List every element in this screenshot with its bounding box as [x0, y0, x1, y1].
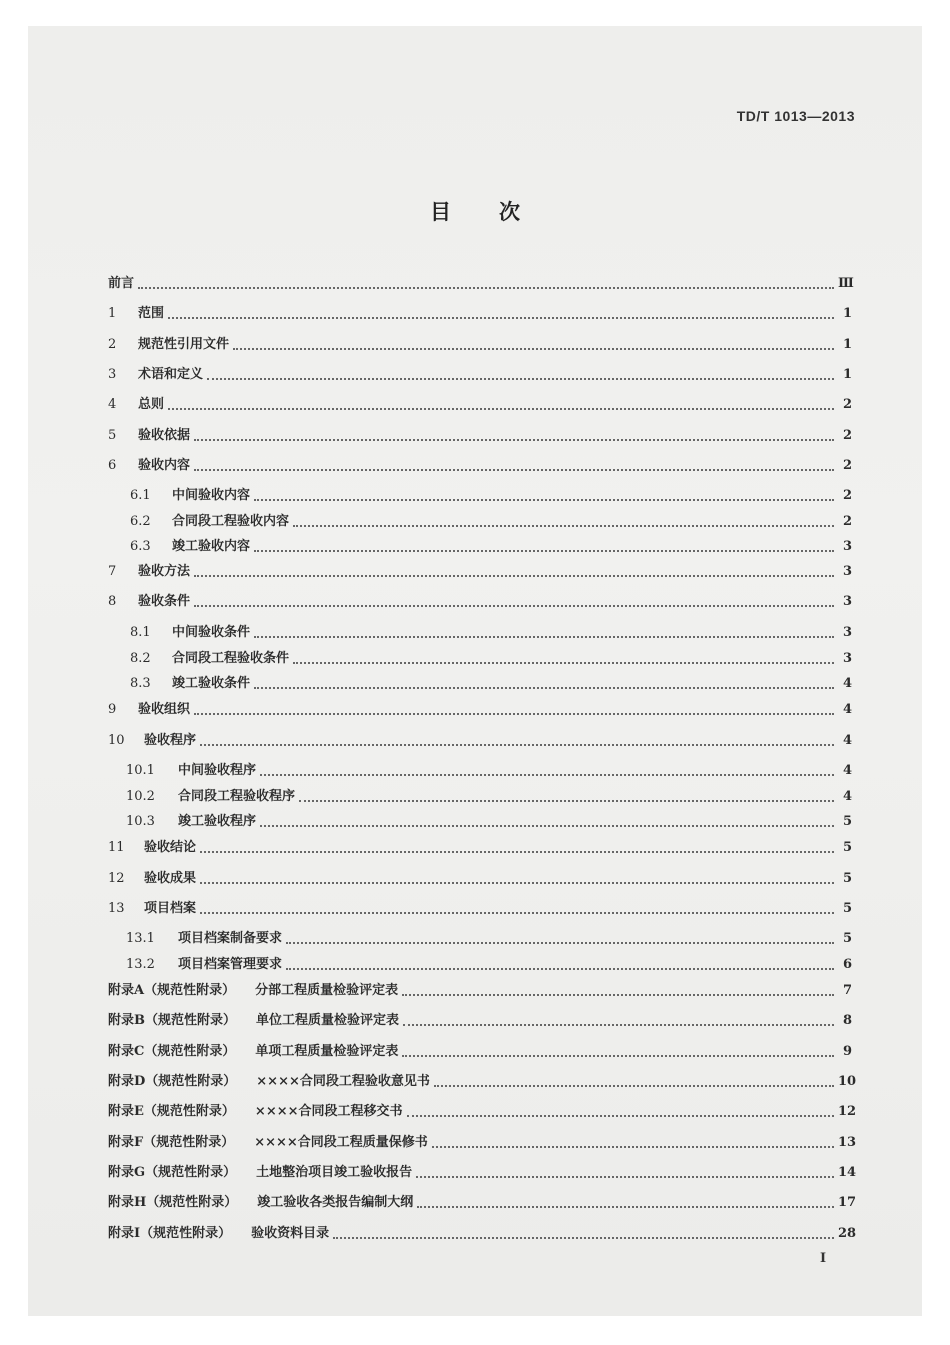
- toc-number: 10.1: [126, 763, 155, 778]
- appendix-title: ××××合同段工程验收意见书: [256, 1074, 430, 1089]
- appendix-label: 附录G（规范性附录）: [108, 1165, 237, 1180]
- toc-number: 7: [108, 564, 117, 579]
- toc-page: 4: [842, 789, 852, 804]
- toc-title: 验收条件: [138, 594, 191, 609]
- leader-dots: [200, 912, 834, 914]
- toc-number: 3: [108, 367, 117, 382]
- toc-page: 17: [838, 1195, 857, 1210]
- toc-row[interactable]: [108, 760, 852, 782]
- toc-row[interactable]: [108, 364, 852, 386]
- toc-number: 6.2: [130, 514, 151, 529]
- leader-dots: [286, 968, 834, 970]
- leader-dots: [194, 469, 834, 471]
- leader-dots: [432, 1146, 834, 1148]
- leader-dots: [260, 825, 834, 827]
- toc-number: 5: [108, 428, 117, 443]
- toc-page: 5: [842, 840, 852, 855]
- toc-number: 12: [108, 871, 125, 886]
- toc-row[interactable]: [108, 273, 852, 295]
- toc-number: 8.1: [130, 625, 151, 640]
- toc-page: 1: [842, 306, 852, 321]
- appendix-row[interactable]: [108, 1101, 857, 1123]
- appendix-row[interactable]: [108, 1162, 857, 1184]
- toc-page: 4: [842, 763, 852, 778]
- appendix-label: 附录I（规范性附录）: [108, 1226, 232, 1241]
- toc-title: 合同段工程验收内容: [172, 514, 290, 529]
- leader-dots: [200, 851, 834, 853]
- toc-title: 竣工验收程序: [178, 814, 257, 829]
- toc-page: 4: [842, 676, 852, 691]
- toc-number: 1: [108, 306, 117, 321]
- appendix-label: 附录H（规范性附录）: [108, 1195, 238, 1210]
- toc-page: 2: [842, 397, 852, 412]
- toc-page: 3: [842, 539, 852, 554]
- leader-dots: [293, 662, 834, 664]
- toc-page: 7: [842, 983, 852, 998]
- toc-page: 3: [842, 594, 852, 609]
- leader-dots: [293, 525, 834, 527]
- toc-page: 13: [838, 1135, 857, 1150]
- toc-page: 4: [842, 702, 852, 717]
- toc-title: 验收组织: [138, 702, 191, 717]
- toc-page: 4: [842, 733, 852, 748]
- toc-page: 8: [842, 1013, 852, 1028]
- leader-dots: [138, 287, 834, 289]
- leader-dots: [254, 499, 834, 501]
- appendix-title: ××××合同段工程移交书: [254, 1104, 403, 1119]
- toc-title: 验收方法: [138, 564, 191, 579]
- toc-row[interactable]: [108, 425, 852, 447]
- toc-title: 项目档案制备要求: [178, 931, 283, 946]
- toc-page: 2: [842, 458, 852, 473]
- appendix-label: 附录D（规范性附录）: [108, 1074, 237, 1089]
- appendix-row[interactable]: [108, 1041, 852, 1063]
- leader-dots: [194, 605, 834, 607]
- toc-number: 13.1: [126, 931, 155, 946]
- toc-title: 项目档案管理要求: [178, 957, 283, 972]
- leader-dots: [333, 1237, 834, 1239]
- toc-number: 6: [108, 458, 117, 473]
- leader-dots: [407, 1115, 835, 1117]
- appendix-row[interactable]: [108, 1071, 857, 1093]
- leader-dots: [254, 550, 834, 552]
- toc-title: 总则: [138, 397, 165, 412]
- toc-page: 1: [842, 337, 852, 352]
- toc-row[interactable]: [108, 898, 852, 920]
- toc-title: 范围: [138, 306, 165, 321]
- leader-dots: [194, 713, 834, 715]
- leader-dots: [233, 348, 834, 350]
- toc-page: 5: [842, 901, 852, 916]
- toc-page: 2: [842, 514, 852, 529]
- toc-page: 3: [842, 564, 852, 579]
- toc-page: 9: [842, 1044, 852, 1059]
- toc-row[interactable]: [108, 673, 852, 695]
- leader-dots: [434, 1085, 834, 1087]
- appendix-title: 土地整治项目竣工验收报告: [256, 1165, 413, 1180]
- toc-title: 验收结论: [144, 840, 197, 855]
- appendix-label: 附录C（规范性附录）: [108, 1044, 236, 1059]
- toc-number: 10.2: [126, 789, 155, 804]
- toc-row[interactable]: [108, 928, 852, 950]
- appendix-title: 单项工程质量检验评定表: [255, 1044, 399, 1059]
- toc-title: 验收内容: [138, 458, 191, 473]
- toc-number: 8.2: [130, 651, 151, 666]
- toc-number: 11: [108, 840, 125, 855]
- leader-dots: [200, 882, 834, 884]
- leader-dots: [168, 317, 834, 319]
- toc-title: 前言: [108, 276, 135, 291]
- toc-page: 5: [842, 814, 852, 829]
- toc-page: 14: [838, 1165, 857, 1180]
- appendix-label: 附录B（规范性附录）: [108, 1013, 236, 1028]
- toc-page: 2: [842, 488, 852, 503]
- page-number: I: [820, 1251, 827, 1266]
- toc-row[interactable]: [108, 648, 852, 670]
- toc-page: 28: [838, 1226, 857, 1241]
- leader-dots: [286, 942, 834, 944]
- toc-page: 2: [842, 428, 852, 443]
- appendix-title: 分部工程质量检验评定表: [255, 983, 399, 998]
- leader-dots: [254, 636, 834, 638]
- toc-number: 2: [108, 337, 117, 352]
- leader-dots: [194, 575, 834, 577]
- toc-number: 4: [108, 397, 117, 412]
- page-title: 目次: [430, 199, 568, 224]
- leader-dots: [207, 378, 834, 380]
- toc-row[interactable]: [108, 394, 852, 416]
- toc-number: 8.3: [130, 676, 151, 691]
- appendix-label: 附录A（规范性附录）: [108, 983, 236, 998]
- toc-title: 验收程序: [144, 733, 197, 748]
- appendix-title: ××××合同段工程质量保修书: [254, 1135, 428, 1150]
- toc-title: 项目档案: [144, 901, 197, 916]
- toc-title: 验收依据: [138, 428, 191, 443]
- toc-number: 13.2: [126, 957, 155, 972]
- leader-dots: [200, 744, 834, 746]
- leader-dots: [403, 1024, 834, 1026]
- leader-dots: [168, 408, 834, 410]
- toc-page: 10: [838, 1074, 857, 1089]
- toc-title: 合同段工程验收程序: [178, 789, 296, 804]
- leader-dots: [416, 1176, 834, 1178]
- toc-row[interactable]: [108, 511, 852, 533]
- appendix-row[interactable]: [108, 1192, 857, 1214]
- toc-number: 9: [108, 702, 117, 717]
- appendix-row[interactable]: [108, 980, 852, 1002]
- toc-row[interactable]: [108, 334, 852, 356]
- appendix-title: 竣工验收各类报告编制大纲: [257, 1195, 414, 1210]
- toc-row[interactable]: [108, 485, 852, 507]
- appendix-row[interactable]: [108, 1132, 857, 1154]
- toc-page: 5: [842, 931, 852, 946]
- toc-row[interactable]: [108, 786, 852, 808]
- toc-number: 10: [108, 733, 125, 748]
- toc-number: 8: [108, 594, 117, 609]
- toc-title: 规范性引用文件: [138, 337, 230, 352]
- appendix-title: 单位工程质量检验评定表: [256, 1013, 400, 1028]
- toc-title: 验收成果: [144, 871, 197, 886]
- appendix-row[interactable]: [108, 1010, 852, 1032]
- toc-page: 1: [842, 367, 852, 382]
- appendix-row[interactable]: [108, 1223, 857, 1245]
- toc-page: 3: [842, 625, 852, 640]
- standard-code: TD/T 1013—2013: [736, 108, 855, 124]
- leader-dots: [260, 774, 834, 776]
- toc-page: 3: [842, 651, 852, 666]
- toc-number: 13: [108, 901, 125, 916]
- toc-page: 5: [842, 871, 852, 886]
- appendix-label: 附录E（规范性附录）: [108, 1104, 235, 1119]
- toc-row[interactable]: [108, 622, 852, 644]
- leader-dots: [417, 1206, 834, 1208]
- appendix-label: 附录F（规范性附录）: [108, 1135, 235, 1150]
- toc-row[interactable]: [108, 811, 852, 833]
- toc-number: 6.3: [130, 539, 151, 554]
- toc-row[interactable]: [108, 837, 852, 859]
- leader-dots: [299, 800, 834, 802]
- toc-row[interactable]: [108, 699, 852, 721]
- leader-dots: [254, 687, 834, 689]
- toc-row[interactable]: [108, 303, 852, 325]
- leader-dots: [402, 994, 834, 996]
- toc-title: 中间验收内容: [172, 488, 251, 503]
- toc-row[interactable]: [108, 536, 852, 558]
- toc-title: 竣工验收条件: [172, 676, 251, 691]
- toc-page: Ⅲ: [838, 276, 854, 291]
- toc-row[interactable]: [108, 730, 852, 752]
- toc-page: 6: [842, 957, 852, 972]
- toc-row[interactable]: [108, 455, 852, 477]
- toc-title: 合同段工程验收条件: [172, 651, 290, 666]
- toc-row[interactable]: [108, 868, 852, 890]
- toc-row[interactable]: [108, 591, 852, 613]
- toc-number: 6.1: [130, 488, 151, 503]
- toc-title: 术语和定义: [138, 367, 204, 382]
- toc-title: 中间验收条件: [172, 625, 251, 640]
- toc-row[interactable]: [108, 561, 852, 583]
- leader-dots: [194, 439, 834, 441]
- leader-dots: [402, 1055, 834, 1057]
- appendix-title: 验收资料目录: [251, 1226, 330, 1241]
- toc-title: 竣工验收内容: [172, 539, 251, 554]
- toc-title: 中间验收程序: [178, 763, 257, 778]
- toc-page: 12: [838, 1104, 857, 1119]
- toc-number: 10.3: [126, 814, 155, 829]
- toc-row[interactable]: [108, 954, 852, 976]
